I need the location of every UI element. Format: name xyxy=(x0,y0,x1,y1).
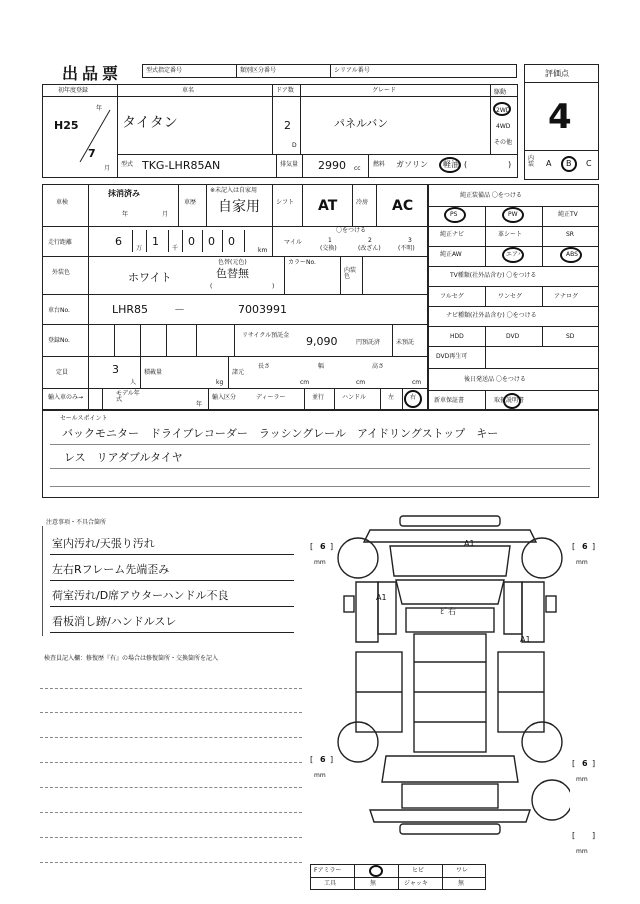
chassis-label: 車台No. xyxy=(48,307,70,314)
score-value: 4 xyxy=(548,97,572,137)
model-value: TKG-LHR85AN xyxy=(142,159,221,172)
equip-pw-circle xyxy=(502,207,524,223)
reg-no-label: 登録No. xyxy=(48,337,70,344)
tire-rl-open: [ xyxy=(310,755,314,764)
meter-opt3: (不明) xyxy=(398,245,415,252)
registration-month-unit: 月 xyxy=(104,165,111,172)
grade-label: グレード xyxy=(372,87,397,94)
inspection-month-unit: 月 xyxy=(162,211,169,218)
color-paren-open: ( xyxy=(210,283,213,290)
fuel-gasoline: ガソリン xyxy=(396,160,428,169)
interior-b-circle xyxy=(561,156,577,172)
equip-ps: PS xyxy=(450,211,458,218)
import-model-year-label: モデル年式 xyxy=(116,390,140,403)
tire-rr-unit: mm xyxy=(576,776,588,783)
dims-width-unit: cm xyxy=(356,379,366,386)
page-title: 出品票 xyxy=(62,64,123,83)
mileage-unit: km xyxy=(258,247,268,254)
inspection-year-unit: 年 xyxy=(122,211,129,218)
import-label: 輸入車のみ→ xyxy=(48,394,84,401)
jack-label: ジャッキ xyxy=(404,880,428,887)
glass-mirror-label: Fアミラー xyxy=(314,867,342,874)
usage-label: 車歴 xyxy=(184,199,197,206)
note-item-3: 荷室汚れ/D席アウターハンドル不良 xyxy=(52,589,229,602)
mileage-man: 万 xyxy=(136,245,143,252)
tv-title: TV種類(社外品含む) 〇をつける xyxy=(450,272,537,279)
shift-value: AT xyxy=(318,198,338,214)
after-warranty: 新車保証書 xyxy=(434,397,465,404)
drive-4wd: 4WD xyxy=(496,123,511,130)
doors-value: 2 xyxy=(284,119,291,132)
tire-fr-close: ] xyxy=(592,542,596,551)
meter-opt1-n: 1 xyxy=(328,237,332,244)
doors-unit: D xyxy=(292,142,297,149)
capacity-label: 定員 xyxy=(56,369,69,376)
color-paren-close: ) xyxy=(272,283,275,290)
note-item-4: 看板消し跡/ハンドルスレ xyxy=(52,615,177,628)
after-manual-circle xyxy=(503,393,521,409)
import-right: 右 xyxy=(410,394,417,401)
tire-rr-open: [ xyxy=(572,759,576,768)
tire-fl-open: [ xyxy=(310,542,314,551)
score-label: 評価点 xyxy=(545,69,569,78)
import-class-label: 輸入区分 xyxy=(212,394,237,401)
registration-year: H25 xyxy=(54,119,79,132)
inspection-value: 抹消済み xyxy=(108,189,140,198)
car-diagram xyxy=(330,512,570,852)
tools-value: 無 xyxy=(370,880,377,887)
dims-width: 幅 xyxy=(318,363,325,370)
equip-navi: 純正ナビ xyxy=(440,231,465,238)
color-no-label: カラーNo. xyxy=(288,259,316,266)
import-year-unit: 年 xyxy=(196,401,203,408)
equip-sr: SR xyxy=(566,231,574,238)
sales-points-label: セールスポイント xyxy=(60,415,108,422)
tire-spare-close: ] xyxy=(592,831,596,840)
serial-number-label: シリアル番号 xyxy=(334,67,370,74)
car-name-label: 車名 xyxy=(182,87,195,94)
color-original-label: 色替(元色) xyxy=(218,259,247,266)
ac-value: AC xyxy=(392,198,414,214)
shift-label: シフト xyxy=(276,199,295,206)
fuel-diesel-circle xyxy=(439,157,461,173)
mileage-digit-5: 0 xyxy=(228,235,235,248)
color-value: ホワイト xyxy=(128,271,172,284)
import-handle: ハンドル xyxy=(342,394,367,401)
note-item-1: 室内汚れ/天張り汚れ xyxy=(52,537,155,550)
interior-color-label: 内装色 xyxy=(344,267,357,280)
glass-broken-label: ワレ xyxy=(456,867,469,874)
equip-abs-circle xyxy=(560,247,582,263)
equip-ps-circle xyxy=(444,207,466,223)
mileage-digit-1: 6 xyxy=(115,235,122,248)
tire-fl-close: ] xyxy=(330,542,334,551)
dims-label: 諸元 xyxy=(232,369,245,376)
glass-crack-label: ヒビ xyxy=(412,867,425,874)
tire-rr-value: 6 xyxy=(582,759,588,768)
mileage-label: 走行距離 xyxy=(48,239,73,246)
registration-label: 初年度登録 xyxy=(58,87,89,94)
mileage-digit-2: 1 xyxy=(152,235,159,248)
recycle-status: 未預託 xyxy=(396,339,415,346)
interior-c: C xyxy=(586,159,592,168)
tire-fr-value: 6 xyxy=(582,542,588,551)
navi-sd: SD xyxy=(566,333,575,340)
dims-length: 長さ xyxy=(258,363,271,370)
chassis-sep: － xyxy=(174,303,185,316)
chassis-prefix: LHR85 xyxy=(112,303,149,316)
form-number-label: 型式指定番号 xyxy=(146,67,183,74)
equip-airbag: エアバ xyxy=(506,251,524,258)
capacity-value: 3 xyxy=(112,363,119,376)
import-parallel: 並行 xyxy=(312,394,325,401)
equip-leather: 革シート xyxy=(498,231,523,238)
detail-table xyxy=(42,184,428,410)
equip-abs: ABS xyxy=(566,251,578,258)
drive-2wd-circle xyxy=(493,102,511,116)
tire-fl-unit: mm xyxy=(314,559,326,566)
interior-b: B xyxy=(566,159,572,168)
equip-tv: 純正TV xyxy=(558,211,578,218)
sales-points-line2: レス リアダブルタイヤ xyxy=(64,451,183,464)
fuel-label: 燃料 xyxy=(373,161,386,168)
tire-fr-open: [ xyxy=(572,542,576,551)
glass-mirror-circle xyxy=(369,865,383,877)
mileage-digit-4: 0 xyxy=(208,235,215,248)
navi-hdd: HDD xyxy=(450,333,464,340)
note-item-2: 左右Rフレーム先端歪み xyxy=(52,563,170,576)
recycle-value: 9,090 xyxy=(306,335,338,348)
fuel-paren-open: ( xyxy=(464,160,468,169)
model-label: 型式 xyxy=(121,161,134,168)
tv-fullseg: フルセグ xyxy=(440,293,464,300)
dims-height-unit: cm xyxy=(412,379,422,386)
sales-points-line1: バックモニター ドライブレコーダー ラッシングレール アイドリングストップ キー xyxy=(62,427,499,440)
fuel-paren-close: ) xyxy=(508,160,512,169)
drive-2wd: 2WD xyxy=(496,107,511,114)
load-unit: kg xyxy=(216,379,224,386)
tv-analog: アナログ xyxy=(554,293,579,300)
grade-value: パネルバン xyxy=(334,117,389,130)
car-name-value: タイタン xyxy=(122,115,178,131)
tire-spare-unit: mm xyxy=(576,848,588,855)
tire-rl-unit: mm xyxy=(314,772,326,779)
load-label: 積載量 xyxy=(144,369,163,376)
inspection-label: 車検 xyxy=(56,199,69,206)
dims-height: 高さ xyxy=(372,363,385,370)
usage-value: 自家用 xyxy=(218,199,260,215)
import-left: 左 xyxy=(388,394,395,401)
chassis-number: 7003991 xyxy=(238,303,287,316)
category-number-label: 類別区分番号 xyxy=(240,67,277,74)
color-label: 外装色 xyxy=(52,269,71,276)
mileage-digit-3: 0 xyxy=(188,235,195,248)
tire-rl-close: ] xyxy=(330,755,334,764)
meter-label: マイル xyxy=(284,239,302,246)
recycle-unit: 円預託済 xyxy=(356,339,381,346)
jack-value: 無 xyxy=(458,880,465,887)
after-title: 後日発送品 〇をつける xyxy=(464,376,526,383)
damage-mark-center: ﾋﾞ右 xyxy=(440,607,456,616)
notes-label: 注意事項・不具合箇所 xyxy=(46,519,107,526)
tire-rr-close: ] xyxy=(592,759,596,768)
displacement-value: 2990 xyxy=(318,159,346,172)
tv-oneseg: ワンセグ xyxy=(498,293,523,300)
drive-label: 駆動 xyxy=(494,89,507,96)
navi-title: ナビ種類(社外品含む) 〇をつける xyxy=(446,312,537,319)
tire-spare-open: [ xyxy=(572,831,576,840)
after-manual: 取扱説明書 xyxy=(494,397,525,404)
registration-year-unit: 年 xyxy=(96,105,103,112)
equip-pw: PW xyxy=(508,211,518,218)
ac-label: 冷房 xyxy=(356,199,369,206)
import-dealer: ディーラー xyxy=(256,394,286,401)
meter-opt2-n: 2 xyxy=(368,237,372,244)
damage-mark-front: A1 xyxy=(464,539,475,548)
color-original-value: 色替無 xyxy=(216,267,249,280)
damage-mark-left: A1 xyxy=(376,593,387,602)
tools-label: 工具 xyxy=(324,880,337,887)
meter-opt2: (改ざん) xyxy=(358,245,381,252)
displacement-label: 排気量 xyxy=(280,161,299,168)
usage-note: ※未記入は自家用 xyxy=(210,187,258,194)
tire-fr-unit: mm xyxy=(576,559,588,566)
equip-airbag-circle xyxy=(502,247,524,263)
navi-dvd-playback: DVD再生可 xyxy=(436,353,468,360)
meter-circle-note: 〇をつける xyxy=(336,227,367,234)
dims-length-unit: cm xyxy=(300,379,310,386)
equipment-title: 純正装備品 〇をつける xyxy=(460,192,522,199)
interior-a: A xyxy=(546,159,552,168)
fuel-diesel: 軽油 xyxy=(443,160,459,169)
drive-other: その他 xyxy=(494,139,513,146)
tire-fl-value: 6 xyxy=(320,542,326,551)
tire-rl-value: 6 xyxy=(320,755,326,764)
mileage-sen: 千 xyxy=(172,245,179,252)
interior-label: 内装 xyxy=(528,155,535,168)
registration-month: 7 xyxy=(88,147,96,160)
displacement-unit: cc xyxy=(354,165,361,172)
meter-opt3-n: 3 xyxy=(408,237,412,244)
recycle-label: リサイクル預託金 xyxy=(242,332,290,339)
equip-aw: 純正AW xyxy=(440,251,462,258)
navi-dvd: DVD xyxy=(506,333,520,340)
doors-label: ドア数 xyxy=(276,87,294,94)
import-right-circle xyxy=(404,390,422,408)
capacity-unit: 人 xyxy=(130,379,137,386)
meter-opt1: (交換) xyxy=(320,245,337,252)
damage-mark-right: A1 xyxy=(520,635,531,644)
inspector-label: 検査員記入欄：修復歴『有』の場合は修復箇所・交換箇所を記入 xyxy=(44,655,219,662)
